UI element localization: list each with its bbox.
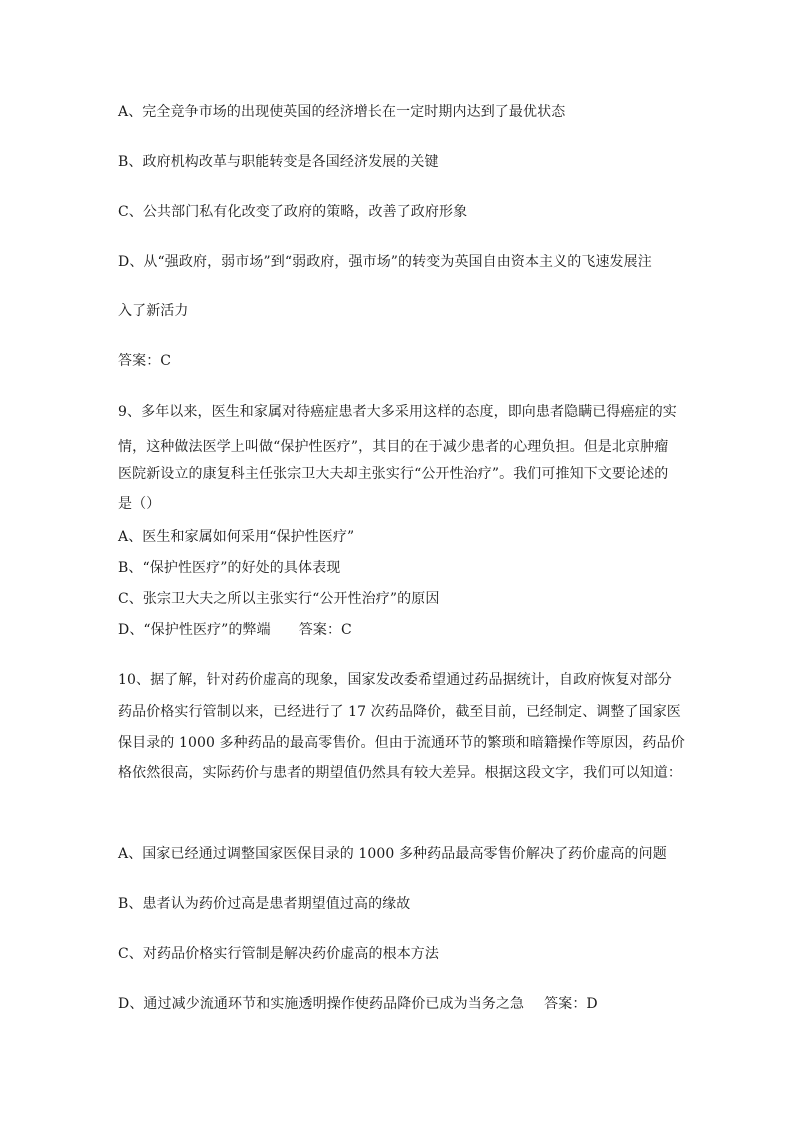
q9-stem-line4: 是（）	[118, 496, 161, 512]
q8-answer: 答案：C	[118, 353, 172, 369]
q8-option-d-line2: 入了新活力	[118, 303, 189, 319]
q8-option-b: B、政府机构改革与职能转变是各国经济发展的关键	[118, 154, 439, 170]
q8-option-c: C、公共部门私有化改变了政府的策略，改善了政府形象	[118, 204, 468, 220]
q10-option-d-row	[118, 994, 598, 1014]
q10-answer: 答案：D	[544, 996, 598, 1012]
q10-stem-line1: 10、据了解，针对药价虚高的现象，国家发改委希望通过药品据统计，自政府恢复对部分	[118, 672, 672, 688]
q9-answer: 答案：C	[298, 622, 352, 638]
q10-option-b: B、患者认为药价过高是患者期望值过高的缘故	[118, 896, 411, 912]
q10-option-d: D、通过减少流通环节和实施透明操作使药品降价已成为当务之急	[118, 996, 525, 1012]
q9-option-c: C、张宗卫大夫之所以主张实行“公开性治疗”的原因	[118, 591, 440, 607]
q8-option-a: A、完全竞争市场的出现使英国的经济增长在一定时期内达到了最优状态	[118, 104, 566, 120]
q9-stem-line3: 医院新设立的康复科主任张宗卫大夫却主张实行“公开性治疗”。我们可推知下文要论述的	[118, 466, 669, 482]
q9-option-b: B、“保护性医疗”的好处的具体表现	[118, 560, 341, 576]
q9-stem-line2: 情，这种做法医学上叫做“保护性医疗”，其目的在于减少患者的心理负担。但是北京肿瘤	[118, 439, 669, 455]
q10-stem-line2: 药品价格实行管制以来，已经进行了 17 次药品降价，截至目前，已经制定、调整了国家医	[118, 704, 681, 720]
q9-stem-line1: 9、多年以来，医生和家属对待癌症患者大多采用这样的态度，即向患者隐瞒已得癌症的实	[118, 404, 677, 420]
q9-option-d: D、“保护性医疗”的弊端	[118, 622, 271, 638]
q10-option-c: C、对药品价格实行管制是解决药价虚高的根本方法	[118, 946, 440, 962]
q10-stem-line3: 保目录的 1000 多种药品的最高零售价。但由于流通环节的繁琐和暗籍操作等原因，药品价	[118, 735, 685, 751]
q10-option-a: A、国家已经通过调整国家医保目录的 1000 多种药品最高零售价解决了药价虚高的问题	[118, 846, 667, 862]
q8-option-d-line1: D、从“强政府，弱市场”到“弱政府，强市场”的转变为英国自由资本主义的飞速发展注	[118, 254, 652, 270]
q10-stem-line4: 格依然很高，实际药价与患者的期望值仍然具有较大差异。根据这段文字，我们可以知道：	[118, 765, 682, 781]
q9-option-a: A、医生和家属如何采用“保护性医疗”	[118, 529, 355, 545]
q9-option-d-row	[118, 620, 352, 640]
